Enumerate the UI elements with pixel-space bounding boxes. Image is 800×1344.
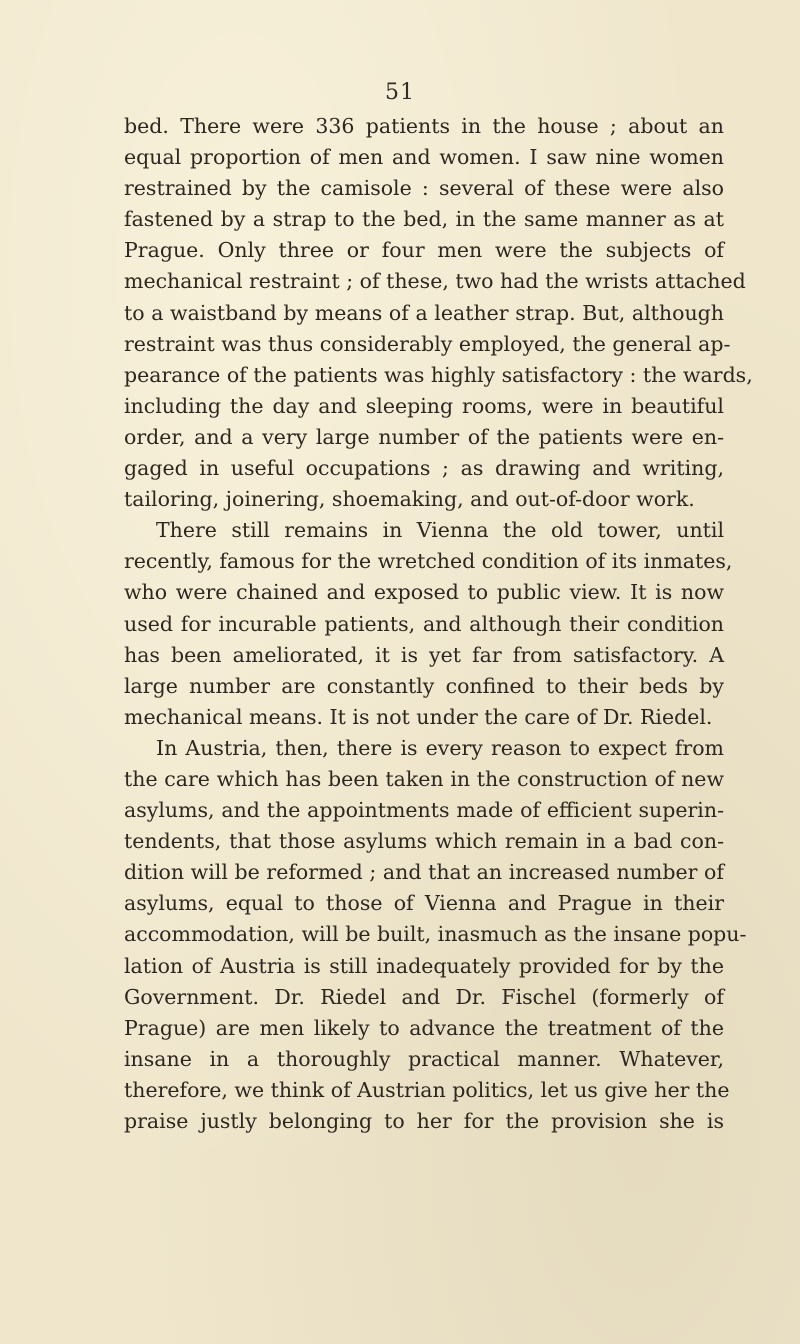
- text-line: who were chained and exposed to public view. It is now: [124, 580, 724, 605]
- text-line: Prague. Only three or four men were the subjects of: [124, 238, 724, 263]
- text-line: mechanical means. It is not under the care of Dr. Riedel.: [124, 704, 713, 729]
- text-line: insane in a thoroughly practical manner. Whatever,: [124, 1046, 724, 1071]
- text-line: tendents, that those asylums which remain in a bad con-: [124, 829, 724, 854]
- text-line: Government. Dr. Riedel and Dr. Fischel (formerly of: [124, 984, 724, 1009]
- page-number: 51: [385, 80, 415, 105]
- paragraph-1: [124, 111, 753, 515]
- text-line: mechanical restraint ; of these, two had the wrists attached: [124, 269, 746, 294]
- text-line: praise justly belonging to her for the provision she is: [124, 1109, 724, 1133]
- text-line: has been ameliorated, it is yet far from satisfactory. A: [124, 642, 724, 667]
- text-line: to a waistband by means of a leather strap. But, although: [124, 300, 724, 325]
- text-line: asylums, equal to those of Vienna and Prague in their: [124, 891, 724, 916]
- text-line: equal proportion of men and women. I saw nine women: [124, 145, 724, 170]
- text-line: asylums, and the appointments made of efficient superin-: [124, 798, 724, 823]
- body-text: [124, 111, 753, 1137]
- text-line: bed. There were 336 patients in the house ; about an: [124, 114, 724, 138]
- text-line: the care which has been taken in the construction of new: [124, 766, 724, 791]
- text-line: used for incurable patients, and although their condition: [124, 611, 724, 636]
- text-line: restraint was thus considerably employed, the general ap-: [124, 331, 731, 356]
- text-line: dition will be reformed ; and that an increased number of: [124, 860, 724, 885]
- text-line: Prague) are men likely to advance the treatment of the: [124, 1015, 724, 1040]
- text-line: therefore, we think of Austrian politics, let us give her the: [124, 1077, 730, 1102]
- text-line: gaged in useful occupations ; as drawing and writing,: [124, 456, 724, 481]
- text-line: large number are constantly confined to their beds by: [124, 673, 724, 698]
- text-line: lation of Austria is still inadequately provided for by the: [124, 953, 724, 978]
- text-line: including the day and sleeping rooms, were in beautiful: [124, 393, 724, 418]
- text-line: recently, famous for the wretched condition of its inmates,: [124, 549, 733, 574]
- paragraph-3: [124, 733, 747, 1137]
- text-line: accommodation, will be built, inasmuch as the insane popu-: [124, 922, 747, 947]
- text-line: pearance of the patients was highly satisfactory : the wards,: [124, 362, 753, 387]
- text-line: restrained by the camisole : several of these were also: [124, 176, 724, 201]
- text-line: There still remains in Vienna the old tower, until: [156, 518, 724, 543]
- paragraph-2: [124, 515, 733, 733]
- text-line: fastened by a strap to the bed, in the same manner as at: [124, 207, 724, 232]
- text-line: In Austria, then, there is every reason to expect from: [156, 735, 724, 760]
- text-line: tailoring, joinering, shoemaking, and out-of-door work.: [124, 487, 695, 512]
- text-line: order, and a very large number of the patients were en-: [124, 424, 724, 449]
